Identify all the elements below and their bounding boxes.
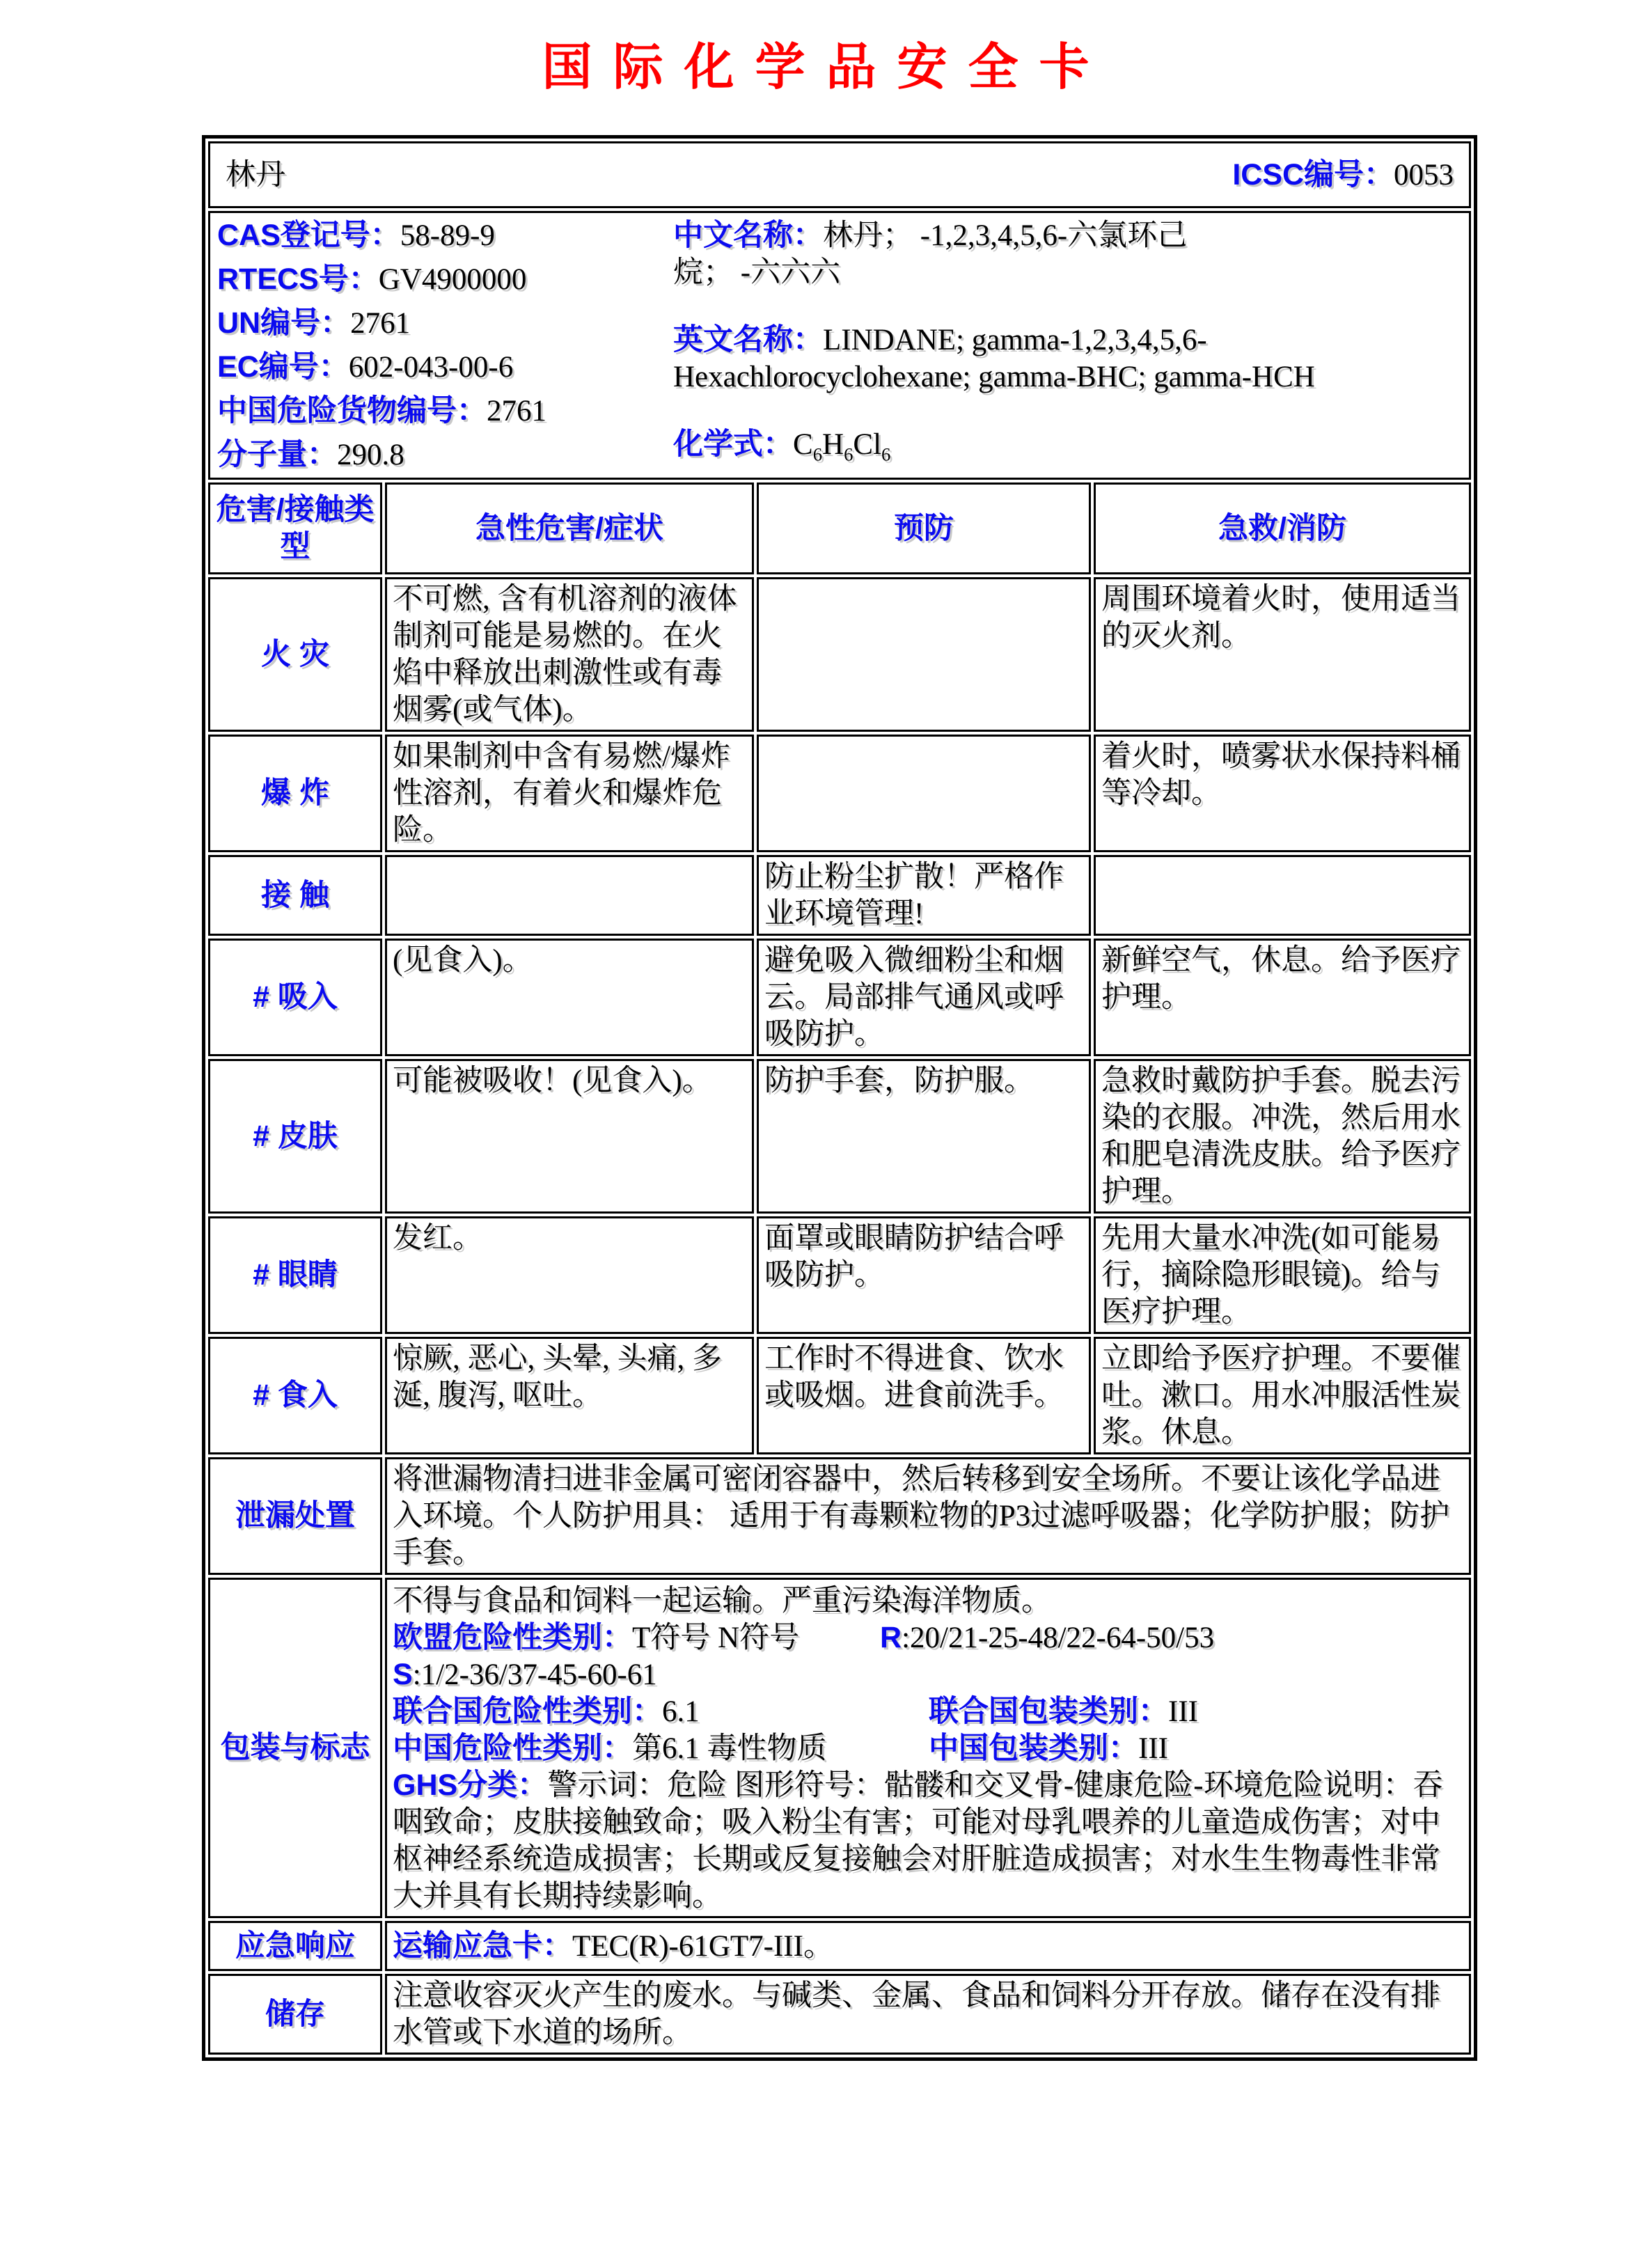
table-row-storage bbox=[208, 1974, 1471, 2055]
inhalation-firstaid: 新鲜空气，休息。给予医疗护理。 bbox=[1094, 939, 1471, 1056]
name-cell bbox=[208, 141, 1471, 208]
inhalation-symptoms: (见食入)。 bbox=[385, 939, 754, 1056]
fire-firstaid: 周围环境着火时，使用适当的灭火剂。 bbox=[1094, 577, 1471, 732]
chemical-formula: $C_6H_6Cl_6$ bbox=[793, 428, 891, 465]
row-label-storage: 储存 bbox=[208, 1974, 382, 2055]
table-row-skin bbox=[208, 1059, 1471, 1214]
header-acute-symptoms: 急性危害/症状 bbox=[385, 482, 754, 574]
table-row-explosion bbox=[208, 735, 1471, 852]
identifier-list bbox=[217, 217, 673, 473]
row-label-explosion: 爆 炸 bbox=[208, 735, 382, 852]
table-row-emergency bbox=[208, 1921, 1471, 1971]
ingestion-firstaid: 立即给予医疗护理。不要催吐。漱口。用水冲服活性炭浆。休息。 bbox=[1094, 1337, 1471, 1454]
transport-card-value: TEC(R)-61GT7-III。 bbox=[572, 1929, 833, 1963]
icsc-value: 0053 bbox=[1394, 158, 1454, 191]
table-row-inhalation bbox=[208, 939, 1471, 1056]
icsc-card-page bbox=[0, 26, 1652, 2061]
skin-firstaid: 急救时戴防护手套。脱去污染的衣服。冲洗，然后用水和肥皂清洗皮肤。给予医疗护理。 bbox=[1094, 1059, 1471, 1214]
row-label-inhalation: # 吸入 bbox=[208, 939, 382, 1056]
hazard-header-row bbox=[208, 482, 1471, 574]
chemical-name: 林丹 bbox=[226, 158, 285, 191]
row-label-ingestion: # 食入 bbox=[208, 1337, 382, 1454]
eyes-prevention: 面罩或眼睛防护结合呼吸防护。 bbox=[757, 1216, 1091, 1334]
icsc-card-table bbox=[202, 135, 1477, 2061]
chinese-name-line: 中文名称：林丹； -1,2,3,4,5,6-六氯环己烷； -六六六 bbox=[673, 219, 1188, 289]
header-hazard-type: 危害/接触类型 bbox=[208, 482, 382, 574]
emergency-cell bbox=[385, 1921, 1471, 1971]
eyes-symptoms: 发红。 bbox=[385, 1216, 754, 1334]
transport-card-label: 运输应急卡： bbox=[393, 1929, 572, 1963]
r-phrases-label: R bbox=[880, 1621, 902, 1654]
ec-number-line: EC编号：602-043-00-6 bbox=[217, 350, 514, 384]
fire-prevention bbox=[757, 577, 1091, 732]
packaging-eu-line: 欧盟危险性类别：T符号 N符号 R:20/21-25-48/22-64-50/53 bbox=[393, 1621, 1215, 1654]
eyes-firstaid: 先用大量水冲洗(如可能易行，摘除隐形眼镜)。给与医疗护理。 bbox=[1094, 1216, 1471, 1334]
row-label-skin: # 皮肤 bbox=[208, 1059, 382, 1214]
table-row-eyes bbox=[208, 1216, 1471, 1334]
table-row-ingestion bbox=[208, 1337, 1471, 1454]
row-label-exposure: 接 触 bbox=[208, 855, 382, 936]
cas-number-line: CAS登记号：58-89-9 bbox=[217, 219, 495, 252]
r-phrases-value: :20/21-25-48/22-64-50/53 bbox=[902, 1622, 1215, 1654]
molecular-weight-line: 分子量：290.8 bbox=[217, 438, 404, 471]
header-prevention: 预防 bbox=[757, 482, 1091, 574]
skin-prevention: 防护手套，防护服。 bbox=[757, 1059, 1091, 1214]
info-row bbox=[208, 211, 1471, 480]
exposure-prevention: 防止粉尘扩散！严格作业环境管理! bbox=[757, 855, 1091, 936]
ingestion-prevention: 工作时不得进食、饮水或吸烟。进食前洗手。 bbox=[757, 1337, 1091, 1454]
page-title: 国际化学品安全卡 bbox=[542, 40, 1110, 95]
packaging-transport-note: 不得与食品和饲料一起运输。严重污染海洋物质。 bbox=[393, 1585, 1051, 1617]
ingestion-symptoms: 惊厥, 恶心, 头晕, 头痛, 多涎, 腹泻, 呕吐。 bbox=[385, 1337, 754, 1454]
icsc-label: ICSC编号： bbox=[1232, 157, 1394, 191]
header-firstaid-firefighting: 急救/消防 bbox=[1094, 482, 1471, 574]
explosion-firstaid: 着火时，喷雾状水保持料桶等冷却。 bbox=[1094, 735, 1471, 852]
storage-text: 注意收容灭火产生的废水。与碱类、金属、食品和饲料分开存放。储存在没有排水管或下水道的场所。 bbox=[385, 1974, 1471, 2055]
rtecs-number-line: RTECS号：GV4900000 bbox=[217, 262, 527, 296]
inhalation-prevention: 避免吸入微细粉尘和烟云。局部排气通风或呼吸防护。 bbox=[757, 939, 1091, 1056]
icsc-number bbox=[1232, 157, 1454, 194]
packaging-cell bbox=[385, 1578, 1471, 1918]
row-label-emergency: 应急响应 bbox=[208, 1921, 382, 1971]
s-phrases-label: S bbox=[393, 1658, 413, 1691]
row-label-packaging: 包装与标志 bbox=[208, 1578, 382, 1918]
fire-symptoms: 不可燃, 含有机溶剂的液体制剂可能是易燃的。在火焰中释放出刺激性或有毒烟雾(或气体)。 bbox=[385, 577, 754, 732]
table-row-exposure bbox=[208, 855, 1471, 936]
packaging-s-line bbox=[393, 1656, 1463, 1693]
formula-line: 化学式：$C_6H_6Cl_6$ bbox=[673, 427, 891, 465]
row-label-fire: 火 灾 bbox=[208, 577, 382, 732]
skin-symptoms: 可能被吸收！(见食入)。 bbox=[385, 1059, 754, 1214]
name-row bbox=[208, 141, 1471, 208]
un-number-line: UN编号：2761 bbox=[217, 306, 411, 340]
exposure-symptoms bbox=[385, 855, 754, 936]
english-name-line: 英文名称：LINDANE; gamma-1,2,3,4,5,6-Hexachlorocyclohexane; gamma-BHC; gamma-HCH bbox=[673, 323, 1315, 394]
table-row-fire bbox=[208, 577, 1471, 732]
names-block bbox=[673, 217, 1462, 473]
row-label-eyes: # 眼睛 bbox=[208, 1216, 382, 1334]
china-dg-number-line: 中国危险货物编号：2761 bbox=[217, 394, 546, 427]
explosion-prevention bbox=[757, 735, 1091, 852]
row-label-spill: 泄漏处置 bbox=[208, 1457, 382, 1575]
exposure-firstaid bbox=[1094, 855, 1471, 936]
spill-text: 将泄漏物清扫进非金属可密闭容器中，然后转移到安全场所。不要让该化学品进入环境。个人防护用具： 适用于有毒颗粒物的P3过滤呼吸器；化学防护服；防护手套。 bbox=[385, 1457, 1471, 1575]
packaging-un-line: 联合国危险性类别：6.1 联合国包装类别：III bbox=[393, 1695, 1198, 1728]
table-row-packaging bbox=[208, 1578, 1471, 1918]
explosion-symptoms: 如果制剂中含有易燃/爆炸性溶剂，有着火和爆炸危险。 bbox=[385, 735, 754, 852]
packaging-cn-line: 中国危险性类别：第6.1 毒性物质 中国包装类别：III bbox=[393, 1732, 1168, 1765]
packaging-ghs-line: GHS分类：警示词：危险 图形符号：骷髅和交叉骨-健康危险-环境危险说明：吞咽致命；皮肤接触致命；吸入粉尘有害；可能对母乳喂养的儿童造成伤害；对中枢神经系统造成损害；长期或反复接触会对肝脏造成损害；对水生生物毒性非常大并具有长期持续影响。 bbox=[393, 1768, 1443, 1913]
table-row-spill bbox=[208, 1457, 1471, 1575]
info-cell bbox=[208, 211, 1471, 480]
s-phrases-value: :1/2-36/37-45-60-61 bbox=[412, 1658, 657, 1691]
